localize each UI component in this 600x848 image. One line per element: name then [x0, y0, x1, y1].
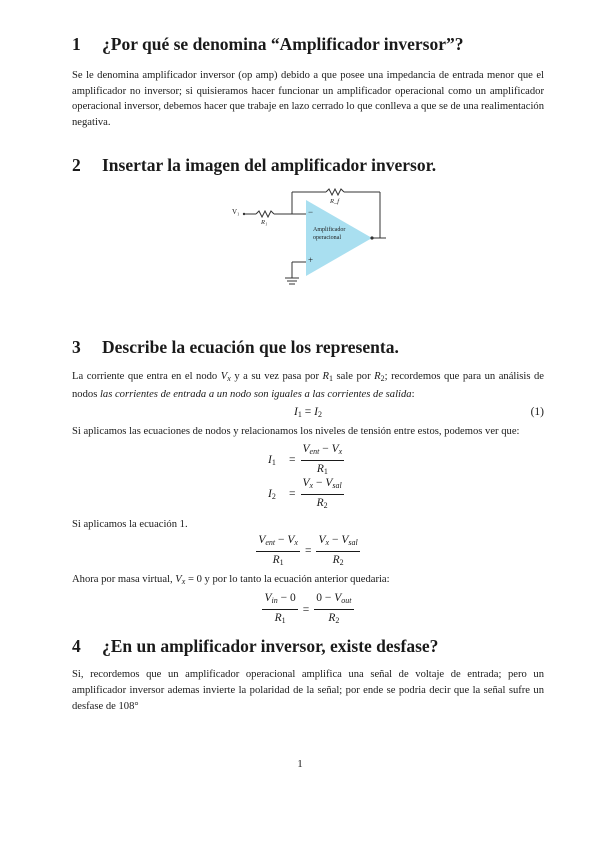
text-run: sale por: [332, 371, 375, 383]
equation-combined: $\frac{V_{ent} - V_x}{R_1}$ = $\frac{V_x - V_{sal}}{R_2}$: [72, 533, 544, 570]
section-number: 3: [72, 337, 81, 358]
section-3-paragraph-1: [72, 369, 544, 402]
section-3-heading: [72, 337, 544, 358]
text-run: La corriente que entra en el nodo: [72, 371, 221, 383]
text-run: :: [411, 388, 415, 400]
fraction: $\frac{V_x - V_{sal}}{R_2}$: [318, 533, 358, 567]
opamp-minus-sign: −: [308, 207, 314, 218]
input-label: V₁: [232, 208, 240, 217]
text-run: Ahora por masa virtual,: [72, 573, 176, 585]
section-4-heading: [72, 636, 544, 657]
output-terminal: [370, 237, 373, 240]
section-1-heading: [72, 34, 544, 55]
r1-label: R₁: [261, 219, 268, 227]
page-number: 1: [297, 758, 303, 770]
text-run: = 0: [185, 573, 202, 585]
fraction: $\frac{V_x - V_{sal}}{R_2}$: [302, 476, 342, 510]
section-title: Insertar la imagen del amplificador inversor.: [102, 155, 437, 176]
section-3-paragraph-4: [72, 572, 544, 590]
section-title: ¿En un amplificador inversor, existe desfase?: [102, 636, 439, 657]
text-run: y por lo tanto la ecuación anterior quedaria:: [201, 573, 390, 585]
opamp-label-line2: operacional: [313, 235, 341, 242]
section-3-paragraph-2: Si aplicamos las ecuaciones de nodos y relacionamos los niveles de tensión entre estos, podemos ver que:: [72, 425, 520, 437]
text-run: ; recordemos que para un análisis de nodos: [72, 371, 544, 400]
section-2-heading: [72, 155, 544, 176]
math-vx: $V_x$: [220, 371, 231, 384]
input-terminal: [243, 213, 245, 215]
math-r1: $R_1$: [322, 371, 333, 384]
equation-1: [72, 406, 544, 419]
section-number: 4: [72, 636, 81, 657]
eq1-expression: $I_1 = I_2$: [294, 405, 322, 419]
math-r2: $R_2$: [374, 371, 385, 384]
section-1-paragraph: Se le denomina amplificador inversor (op amp) debido a que posee una impedancia de entrada menor que el amplificador no inversor; si quisieramos hacer funcionar un amplificador operacional como un amplificador operacional inversor, debemos hacer que trabaje en lazo cerrado lo que conlleva a que se de una realimentación negativa.: [72, 70, 544, 128]
figure-inverting-amplifier: [72, 188, 544, 318]
italic-statement: las corrientes de entrada a un nodo son iguales a las corrientes de salida: [99, 388, 412, 400]
section-number: 1: [72, 34, 81, 54]
section-title: Describe la ecuación que los representa.: [102, 337, 399, 358]
math-vx: $V_x$: [175, 573, 186, 586]
fraction: $\frac{0 - V_{out}}{R_2}$: [316, 592, 352, 626]
equation-i1: $I_1$ = $\frac{V_{ent} - V_x}{R_1}$: [268, 443, 544, 477]
document-page: [72, 34, 544, 714]
rf-label: R_f: [330, 198, 340, 206]
section-title: ¿Por qué se denomina “Amplificador inversor”?: [102, 34, 464, 54]
equation-system: [268, 443, 544, 511]
text-run: y a su vez pasa por: [230, 371, 323, 383]
equation-number: (1): [530, 405, 544, 418]
opamp-label-line1: Amplificador: [313, 227, 346, 234]
equation-virtual-ground: $\frac{V_{in} - 0}{R_1}$ = $\frac{0 - V_{out}}{R_2}$: [72, 591, 544, 628]
fraction: $\frac{V_{ent} - V_x}{R_1}$: [302, 442, 343, 476]
opamp-plus-sign: +: [308, 255, 314, 266]
section-4-paragraph: Si, recordemos que un amplificador operacional amplifica una señal de voltaje de entrada; pero un amplificador inversor ademas invierte la polaridad de la señal; por ende se podria decir que la señal sufre un desfase de 108°: [72, 669, 544, 712]
equation-i2: $I_2$ = $\frac{V_x - V_{sal}}{R_2}$: [268, 477, 544, 511]
section-number: 2: [72, 155, 81, 176]
fraction: $\frac{V_{ent} - V_x}{R_1}$: [258, 533, 298, 567]
fraction: $\frac{V_{in} - 0}{R_1}$: [264, 592, 296, 626]
section-3-paragraph-3: Si aplicamos la ecuación 1.: [72, 519, 188, 531]
